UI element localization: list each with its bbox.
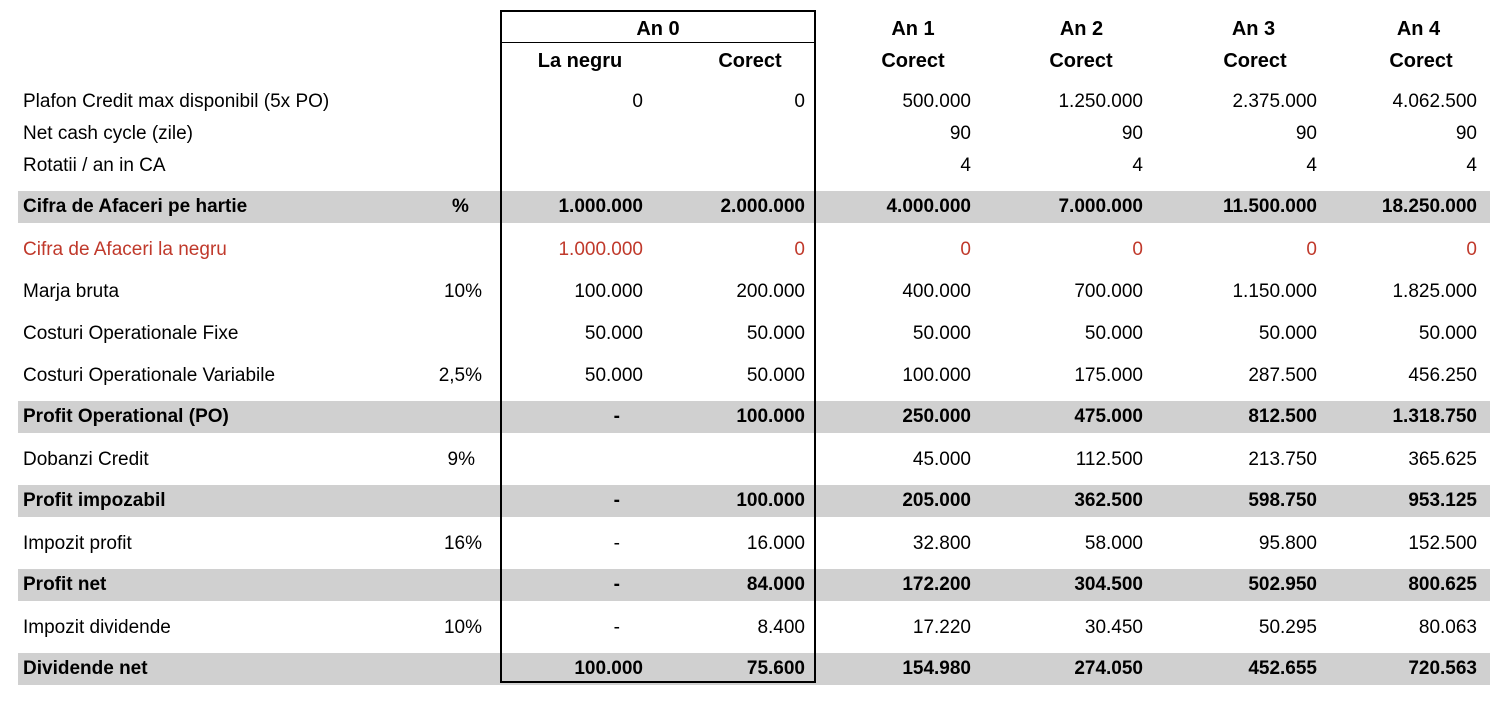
- value-year1: 172.200: [902, 574, 971, 595]
- value-year1: 205.000: [902, 490, 971, 511]
- value-year0-black: 100.000: [574, 658, 643, 679]
- value-year0-black: -: [613, 533, 620, 554]
- row-percent: 2,5%: [438, 365, 482, 386]
- value-year3: 213.750: [1248, 449, 1317, 470]
- value-year3: 287.500: [1248, 365, 1317, 386]
- value-year3: 50.295: [1258, 617, 1317, 638]
- row-label: Marja bruta: [23, 281, 120, 302]
- value-year0-black: 50.000: [584, 323, 643, 344]
- year-0-box: [500, 10, 816, 683]
- value-year1: 4: [960, 155, 971, 176]
- value-year3: 2.375.000: [1232, 91, 1317, 112]
- value-year0-correct: 8.400: [757, 617, 805, 638]
- value-year2: 30.450: [1084, 617, 1143, 638]
- row-label: Profit net: [23, 574, 107, 595]
- value-year4: 800.625: [1408, 574, 1477, 595]
- value-year0-correct: 50.000: [746, 323, 805, 344]
- value-year0-correct: 84.000: [746, 574, 805, 595]
- subheader-correct-2: Corect: [1049, 50, 1113, 72]
- row-label: Plafon Credit max disponibil (5x PO): [23, 91, 330, 112]
- value-year0-correct: 75.600: [746, 658, 805, 679]
- year-3-header: An 3: [1231, 18, 1276, 40]
- value-year4: 152.500: [1408, 533, 1477, 554]
- value-year0-black: 0: [632, 91, 643, 112]
- value-year4: 90: [1455, 123, 1477, 144]
- row-percent: 16%: [443, 533, 482, 554]
- value-year1: 154.980: [902, 658, 971, 679]
- value-year4: 50.000: [1418, 323, 1477, 344]
- value-year2: 304.500: [1074, 574, 1143, 595]
- value-year2: 0: [1132, 239, 1143, 260]
- subheader-correct-3: Corect: [1223, 50, 1287, 72]
- row-label: Impozit dividende: [23, 617, 171, 638]
- year-2-header: An 2: [1059, 18, 1104, 40]
- value-year0-correct: 50.000: [746, 365, 805, 386]
- value-year4: 18.250.000: [1381, 196, 1477, 217]
- value-year3: 90: [1295, 123, 1317, 144]
- value-year0-black: -: [613, 406, 620, 427]
- value-year2: 112.500: [1075, 449, 1143, 470]
- value-year3: 598.750: [1248, 490, 1317, 511]
- value-year4: 80.063: [1418, 617, 1477, 638]
- value-year0-black: -: [613, 617, 620, 638]
- value-year2: 4: [1132, 155, 1143, 176]
- value-year4: 456.250: [1408, 365, 1477, 386]
- value-year3: 1.150.000: [1232, 281, 1317, 302]
- value-year4: 0: [1466, 239, 1477, 260]
- value-year1: 400.000: [902, 281, 971, 302]
- row-percent: 10%: [443, 617, 482, 638]
- row-label: Net cash cycle (zile): [23, 123, 193, 144]
- row-label: Costuri Operationale Variabile: [23, 365, 276, 386]
- value-year4: 4: [1466, 155, 1477, 176]
- subheader-correct-1: Corect: [881, 50, 945, 72]
- value-year1: 50.000: [912, 323, 971, 344]
- row-label: Profit Operational (PO): [23, 406, 229, 427]
- value-year4: 4.062.500: [1392, 91, 1477, 112]
- value-year1: 250.000: [902, 406, 971, 427]
- value-year3: 4: [1306, 155, 1317, 176]
- value-year0-black: -: [613, 490, 620, 511]
- value-year1: 4.000.000: [886, 196, 971, 217]
- value-year2: 90: [1121, 123, 1143, 144]
- row-label: Dobanzi Credit: [23, 449, 149, 470]
- value-year1: 100.000: [902, 365, 971, 386]
- value-year0-correct: 16.000: [746, 533, 805, 554]
- value-year1: 90: [949, 123, 971, 144]
- value-year2: 362.500: [1074, 490, 1143, 511]
- value-year0-black: 50.000: [584, 365, 643, 386]
- value-year3: 812.500: [1248, 406, 1317, 427]
- value-year0-black: 1.000.000: [558, 196, 643, 217]
- year-0-header: An 0: [636, 18, 680, 40]
- value-year0-correct: 100.000: [736, 406, 805, 427]
- value-year2: 58.000: [1084, 533, 1143, 554]
- value-year1: 17.220: [912, 617, 971, 638]
- value-year3: 0: [1306, 239, 1317, 260]
- value-year4: 720.563: [1408, 658, 1477, 679]
- value-year2: 7.000.000: [1058, 196, 1143, 217]
- value-year0-black: 100.000: [574, 281, 643, 302]
- row-percent: %: [452, 196, 469, 217]
- value-year0-correct: 2.000.000: [720, 196, 805, 217]
- value-year1: 500.000: [902, 91, 971, 112]
- row-percent: 10%: [443, 281, 482, 302]
- row-label: Profit impozabil: [23, 490, 166, 511]
- subheader-correct-4: Corect: [1389, 50, 1453, 72]
- value-year2: 475.000: [1074, 406, 1143, 427]
- value-year1: 32.800: [912, 533, 971, 554]
- year-0-header-divider: [500, 42, 816, 43]
- row-label: Cifra de Afaceri pe hartie: [23, 196, 248, 217]
- value-year4: 953.125: [1408, 490, 1477, 511]
- value-year4: 365.625: [1408, 449, 1477, 470]
- value-year0-black: -: [613, 574, 620, 595]
- value-year0-correct: 0: [794, 239, 805, 260]
- value-year0-correct: 0: [794, 91, 805, 112]
- value-year2: 1.250.000: [1058, 91, 1143, 112]
- value-year3: 502.950: [1248, 574, 1317, 595]
- year-4-header: An 4: [1396, 18, 1441, 40]
- value-year4: 1.825.000: [1392, 281, 1477, 302]
- value-year1: 0: [960, 239, 971, 260]
- row-label: Impozit profit: [23, 533, 132, 554]
- value-year2: 175.000: [1074, 365, 1143, 386]
- value-year4: 1.318.750: [1392, 406, 1477, 427]
- row-label: Dividende net: [23, 658, 148, 679]
- subheader-black: La negru: [537, 50, 623, 72]
- value-year3: 50.000: [1258, 323, 1317, 344]
- row-percent: 9%: [447, 449, 475, 470]
- value-year0-correct: 100.000: [736, 490, 805, 511]
- value-year2: 274.050: [1074, 658, 1143, 679]
- row-label: Costuri Operationale Fixe: [23, 323, 239, 344]
- row-label: Cifra de Afaceri la negru: [23, 239, 227, 260]
- year-1-header: An 1: [891, 18, 935, 40]
- value-year3: 95.800: [1258, 533, 1317, 554]
- value-year2: 50.000: [1084, 323, 1143, 344]
- value-year0-black: 1.000.000: [558, 239, 643, 260]
- value-year3: 452.655: [1248, 658, 1317, 679]
- value-year2: 700.000: [1074, 281, 1143, 302]
- value-year1: 45.000: [912, 449, 971, 470]
- subheader-correct-0: Corect: [718, 50, 782, 72]
- value-year0-correct: 200.000: [736, 281, 805, 302]
- value-year3: 11.500.000: [1222, 196, 1317, 217]
- row-label: Rotatii / an in CA: [23, 155, 166, 176]
